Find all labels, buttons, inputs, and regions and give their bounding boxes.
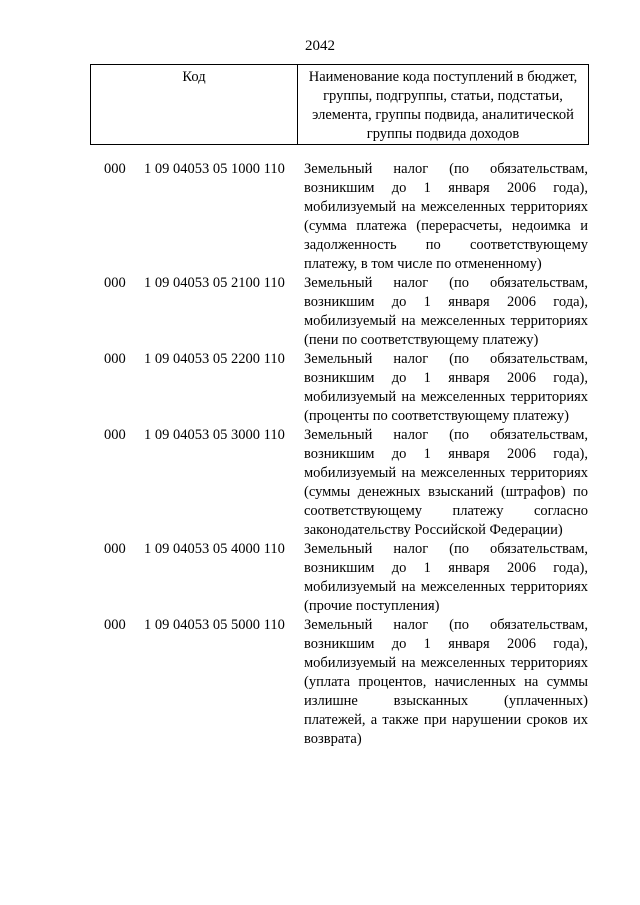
- income-code-list: [0, 160, 640, 749]
- admin-code: 000: [104, 617, 126, 633]
- income-name: Земельный налог (по обязательствам, возникшим до 1 января 2006 года), мобилизуемый на межселенных территориях (пени по соответствующему платежу): [304, 275, 588, 348]
- table-row: [0, 426, 640, 540]
- admin-code: 000: [104, 351, 126, 367]
- income-name: Земельный налог (по обязательствам, возникшим до 1 января 2006 года), мобилизуемый на межселенных территориях (прочие поступления): [304, 541, 588, 614]
- admin-code: 000: [104, 275, 126, 291]
- table-row: [0, 616, 640, 749]
- budget-code: 1 09 04053 05 1000 110: [144, 161, 285, 177]
- table-row: [0, 160, 640, 274]
- budget-code: 1 09 04053 05 4000 110: [144, 541, 285, 557]
- budget-code: 1 09 04053 05 5000 110: [144, 617, 285, 633]
- income-name: Земельный налог (по обязательствам, возникшим до 1 января 2006 года), мобилизуемый на межселенных территориях (проценты по соответствующему платежу): [304, 351, 588, 424]
- header-code-cell: Код: [91, 65, 298, 144]
- admin-code: 000: [104, 161, 126, 177]
- budget-code: 1 09 04053 05 2200 110: [144, 351, 285, 367]
- budget-code: 1 09 04053 05 3000 110: [144, 427, 285, 443]
- table-row: [0, 350, 640, 426]
- table-row: [0, 540, 640, 616]
- income-name: Земельный налог (по обязательствам, возникшим до 1 января 2006 года), мобилизуемый на межселенных территориях (уплата процентов, начисленных на суммы излишне взысканных (уплаченных) платежей, а также при нарушении сроков их возврата): [304, 617, 588, 747]
- admin-code: 000: [104, 541, 126, 557]
- header-name-cell: Наименование кода поступлений в бюджет, группы, подгруппы, статьи, подстатьи, элемента, группы подвида, аналитической группы подвида доходов: [308, 69, 578, 142]
- budget-code: 1 09 04053 05 2100 110: [144, 275, 285, 291]
- table-header: [90, 64, 589, 145]
- admin-code: 000: [104, 427, 126, 443]
- page-number: 2042: [305, 38, 335, 54]
- income-name: Земельный налог (по обязательствам, возникшим до 1 января 2006 года), мобилизуемый на межселенных территориях (суммы денежных взысканий (штрафов) по соответствующему платежу согласно законодательству Российской Федерации): [304, 427, 588, 538]
- income-name: Земельный налог (по обязательствам, возникшим до 1 января 2006 года), мобилизуемый на межселенных территориях (сумма платежа (перерасчеты, недоимка и задолженность по соответствующему платежу, в том числе по отмененному): [304, 161, 588, 272]
- table-row: [0, 274, 640, 350]
